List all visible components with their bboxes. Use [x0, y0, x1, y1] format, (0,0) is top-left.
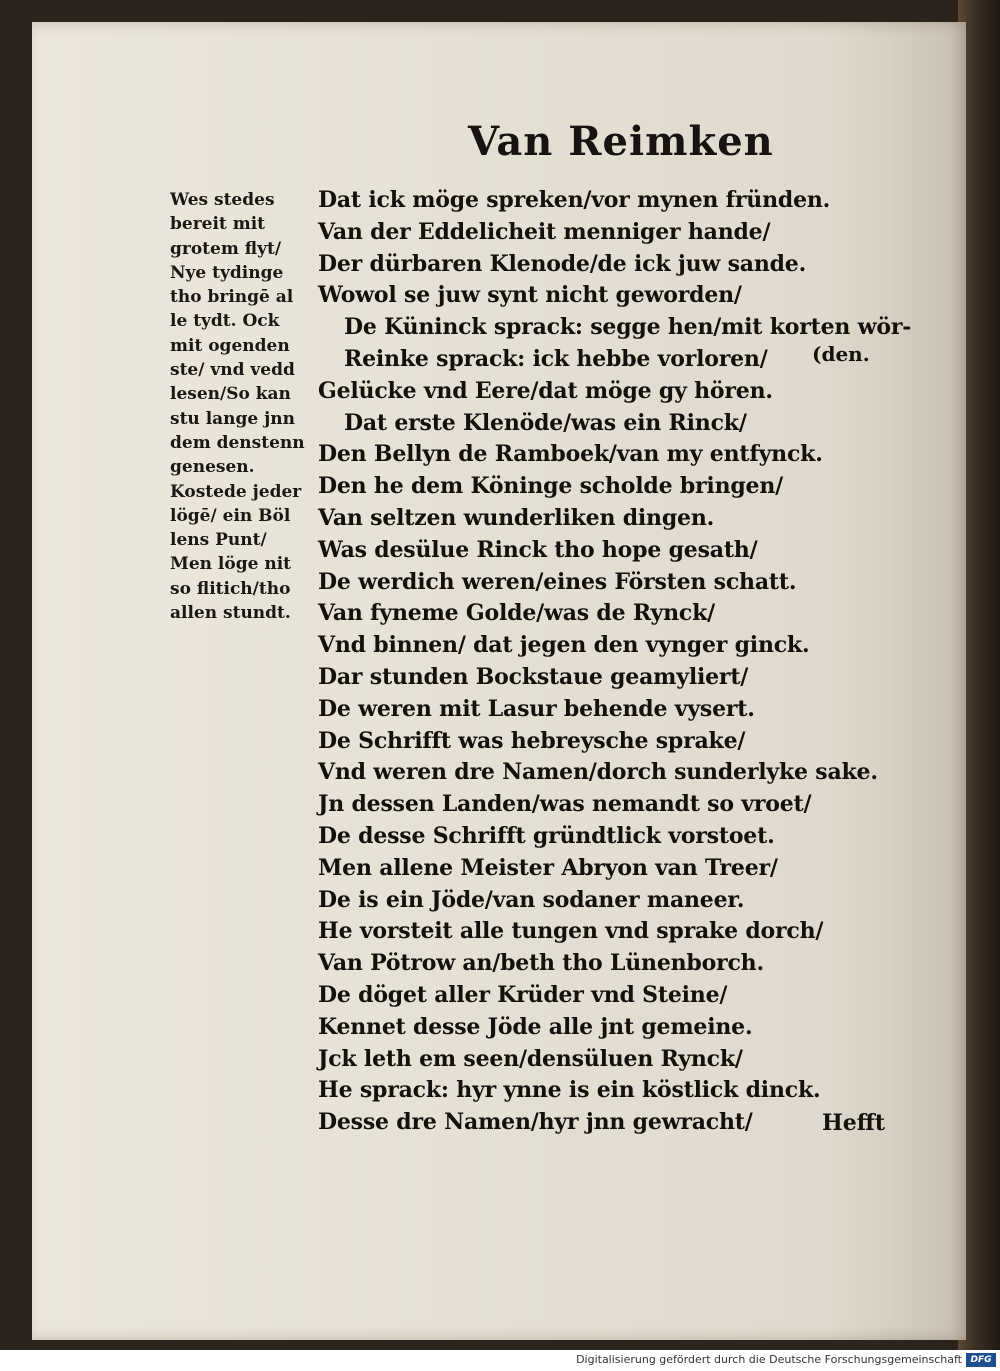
verse-line: Van seltzen wunderliken dingen. — [318, 504, 715, 531]
gloss-line: tho bringē al — [170, 287, 294, 308]
verse-line: Kennet desse Jöde alle jnt gemeine. — [318, 1013, 753, 1040]
verse-text-block — [318, 185, 912, 1139]
gloss-line: stu lange jnn — [170, 408, 296, 429]
verse-line: Desse dre Namen/hyr jnn gewracht/ — [318, 1109, 753, 1136]
verse-line: Vnd binnen/ dat jegen den vynger ginck. — [318, 632, 810, 659]
verse-line: He sprack: hyr ynne is ein köstlick dinck. — [318, 1077, 821, 1104]
verse-line: Dat erste Klenöde/was ein Rinck/ — [344, 409, 747, 436]
verse-line: Vnd weren dre Namen/dorch sunderlyke sake. — [318, 759, 878, 786]
verse-line: Van fyneme Golde/was de Rynck/ — [318, 600, 715, 627]
verse-line: De Küninck sprack: segge hen/mit korten wör- — [344, 314, 912, 341]
verse-line: Was desülue Rinck tho hope gesath/ — [318, 536, 758, 563]
verse-line: Den Bellyn de Ramboek/van my entfynck. — [318, 441, 823, 468]
footer-bar — [0, 1350, 1000, 1371]
gloss-line: bereit mit — [170, 214, 266, 235]
verse-line: De Schrifft was hebreysche sprake/ — [318, 727, 746, 754]
verse-line: Gelücke vnd Eere/dat möge gy hören. — [318, 377, 773, 404]
gloss-line: grotem flyt/ — [170, 238, 282, 259]
verse-line: Van Pötrow an/beth tho Lünenborch. — [318, 950, 764, 977]
gloss-line: Kostede jeder — [170, 481, 302, 502]
gloss-line: Nye tydinge — [170, 262, 284, 283]
verse-line: Wowol se juw synt nicht geworden/ — [318, 282, 742, 309]
gloss-line: le tydt. Ock — [170, 311, 280, 332]
gloss-line: Men löge nit — [170, 554, 292, 575]
running-head: Van Reimken — [468, 118, 774, 165]
verse-line: He vorsteit alle tungen vnd sprake dorch/ — [318, 918, 824, 945]
dfg-logo: DFG — [966, 1353, 996, 1367]
gloss-line: mit ogenden — [170, 335, 290, 356]
gloss-line: lens Punt/ — [170, 530, 267, 551]
verse-line: De is ein Jöde/van sodaner maneer. — [318, 886, 745, 913]
gloss-line: Wes stedes — [170, 190, 275, 210]
marginal-gloss — [170, 188, 320, 625]
verse-line: Men allene Meister Abryon van Treer/ — [318, 854, 778, 881]
verse-line: Van der Eddelicheit menniger hande/ — [318, 218, 771, 245]
verse-line: Jn dessen Landen/was nemandt so vroet/ — [318, 791, 812, 818]
gloss-line: dem denstenn — [170, 432, 305, 453]
verse-line: Reinke sprack: ick hebbe vorloren/ — [344, 345, 768, 372]
verse-line: De desse Schrifft gründtlick vorstoet. — [318, 822, 775, 849]
verse-line: Dat ick möge spreken/vor mynen fründen. — [318, 187, 831, 213]
verse-line: Der dürbaren Klenode/de ick juw sande. — [318, 250, 807, 277]
gloss-line: lögē/ ein Böl — [170, 505, 291, 526]
gloss-line: so flitich/tho — [170, 578, 291, 599]
funding-credit: Digitalisierung gefördert durch die Deutsche Forschungsgemeinschaft — [576, 1353, 962, 1366]
verse-line: Dar stunden Bockstaue geamyliert/ — [318, 663, 749, 690]
verse-line: Den he dem Köninge scholde bringen/ — [318, 473, 783, 500]
turned-line-fragment: (den. — [812, 342, 870, 366]
gloss-line: ste/ vnd vedd — [170, 360, 295, 381]
verse-line: De döget aller Krüder vnd Steine/ — [318, 981, 728, 1008]
catchword: Hefft — [822, 1110, 886, 1136]
verse-line: De werdich weren/eines Försten schatt. — [318, 568, 797, 595]
verse-line: De weren mit Lasur behende vysert. — [318, 695, 755, 722]
verse-line: Jck leth em seen/densüluen Rynck/ — [318, 1045, 743, 1072]
gloss-line: genesen. — [170, 457, 255, 478]
gloss-line: lesen/So kan — [170, 384, 291, 405]
gloss-line: allen stundt. — [170, 603, 291, 624]
